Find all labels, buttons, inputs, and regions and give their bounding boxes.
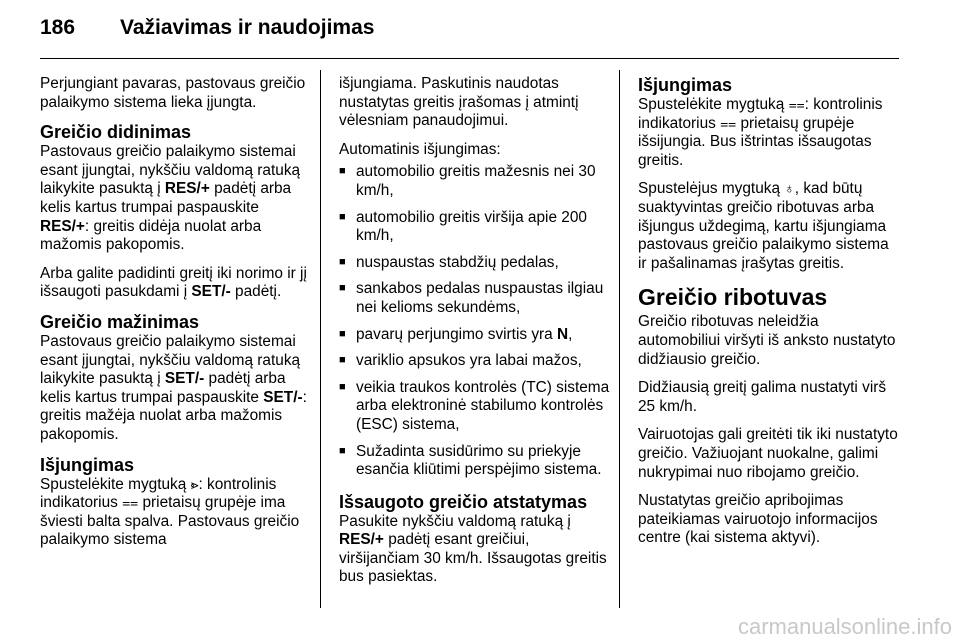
limiter-paragraph-4: Nustatytas greičio apribojimas pateikiamas vairuotojo informacijos centre (kai sistema aktyvi). bbox=[638, 492, 878, 547]
decrease-paragraph: Pastovaus greičio palaikymo sistemai esant įjungtai, nykščiu valdomą ratuką laikykite pasuktą į SET/- padėtį arba kelis kartus trumpai paspauskite SET/-: greitis mažėja nuolat arba mažomis pakopomis. bbox=[40, 332, 307, 443]
heading-speed-limiter: Greičio ribotuvas bbox=[638, 284, 828, 311]
switch-off-paragraph: Spustelėkite mygtuką ⩺: kontrolinis indikatorius ⩵ prietaisų grupėje ima šviesti balta spalva. Pastovaus greičio palaikymo sistema bbox=[40, 475, 300, 549]
limiter-paragraph-1: Greičio ribotuvas neleidžia automobiliui viršyti iš anksto nustatyto didžiausio greičio. bbox=[638, 313, 896, 368]
page-title: Važiavimas ir naudojimas bbox=[120, 16, 375, 39]
increase-paragraph-1: Pastovaus greičio palaikymo sistemai esant įjungtai, nykščiu valdomą ratuką laikykite pasuktą į RES/+ padėtį arba kelis kartus trumpai paspauskite RES/+: greitis didėja nuolat arba mažomis pakopomis. bbox=[40, 143, 301, 254]
limiter-paragraph-2: Didžiausią greitį galima nustatyti virš 25 km/h. bbox=[638, 379, 887, 415]
list-item: ■ veikia traukos kontrolės (TC) sistema arba elektroninė stabilumo kontrolės (ESC) sistema, bbox=[339, 379, 611, 435]
cruise-indicator-icon: ⩵ bbox=[788, 96, 805, 112]
list-item: ■ nuspaustas stabdžių pedalas, bbox=[339, 254, 611, 273]
continuation-paragraph: išjungiama. Paskutinis naudotas nustatytas greitis įrašomas į atmintį vėlesniam panaudojimui. bbox=[339, 75, 579, 130]
resume-paragraph: Pasukite nykščiu valdomą ratuką į RES/+ padėtį esant greičiui, viršijančiam 30 km/h. Išsaugotas greitis bus pasiektas. bbox=[339, 512, 607, 586]
increase-paragraph-2: Arba galite padidinti greitį iki norimo ir jį išsaugoti pasukdami į SET/- padėtį. bbox=[40, 264, 307, 301]
auto-off-label: Automatinis išjungimas: bbox=[339, 140, 501, 158]
heading-switch-off: Išjungimas bbox=[40, 454, 135, 475]
cruise-indicator-icon: ⩵ bbox=[122, 494, 139, 511]
limiter-switch-paragraph: Spustelėjus mygtuką ♁, kad būtų suaktyvintas greičio ribotuvas arba išjungus uždegimą, kartu išjungiama pastovaus greičio palaikymo sistema ir pašalinamas įrašytas greitis. bbox=[638, 180, 889, 272]
speed-limiter-icon: ♁ bbox=[784, 180, 795, 197]
column-1 bbox=[40, 75, 312, 550]
list-item: ■ Sužadinta susidūrimo su priekyje esančia kliūtimi perspėjimo sistema. bbox=[339, 443, 611, 480]
page-number: 186 bbox=[40, 16, 76, 39]
cruise-button-icon: ⩺ bbox=[190, 475, 199, 492]
list-item: ■ sankabos pedalas nuspaustas ilgiau nei kelioms sekundėms, bbox=[339, 280, 611, 317]
list-item: ■ automobilio greitis viršija apie 200 km/h, bbox=[339, 209, 611, 246]
limiter-paragraph-3: Vairuotojas gali greitėti tik iki nustatyto greičio. Važiuojant nuokalne, galimi nukrypimai nuo ribojamo greičio. bbox=[638, 426, 898, 481]
intro-paragraph: Perjungiant pavaras, pastovaus greičio palaikymo sistema lieka įjungta. bbox=[40, 75, 306, 111]
heading-resume-speed: Išsaugoto greičio atstatymas bbox=[339, 491, 588, 512]
heading-switch-off-2: Išjungimas bbox=[638, 75, 733, 95]
watermark: carmanualsonline.info bbox=[737, 614, 952, 639]
list-item: ■ automobilio greitis mažesnis nei 30 km/h, bbox=[339, 163, 611, 200]
column-divider-1 bbox=[320, 70, 321, 608]
column-divider-2 bbox=[619, 70, 620, 608]
heading-speed-decrease: Greičio mažinimas bbox=[40, 311, 200, 332]
column-2 bbox=[339, 75, 611, 597]
header-rule bbox=[40, 58, 899, 59]
list-item: ■ variklio apsukos yra labai mažos, bbox=[339, 352, 611, 371]
column-3 bbox=[638, 75, 900, 558]
heading-speed-increase: Greičio didinimas bbox=[40, 122, 192, 143]
switch-off-paragraph-2: Spustelėkite mygtuką ⩵: kontrolinis indikatorius ⩵ prietaisų grupėje išsijungia. Bus ištrintas išsaugotas greitis. bbox=[638, 96, 883, 169]
page-header bbox=[40, 16, 920, 52]
auto-off-list bbox=[339, 163, 611, 479]
cruise-indicator-icon: ⩵ bbox=[720, 114, 737, 131]
list-item: ■ pavarų perjungimo svirtis yra N, bbox=[339, 326, 611, 345]
